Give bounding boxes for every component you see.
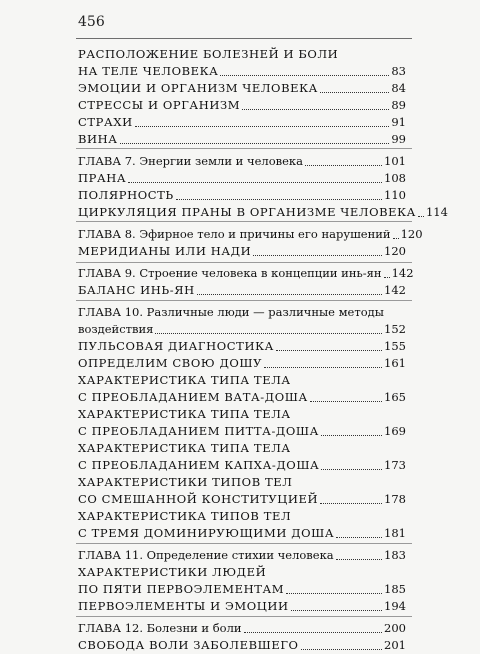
- dot-leader: [135, 126, 390, 127]
- toc-entry: [78, 637, 406, 654]
- toc-entry-title: ГЛАВА 7. Энергии земли и человека: [78, 154, 303, 168]
- dot-leader: [321, 469, 382, 470]
- toc-entry: [78, 187, 406, 204]
- toc-entry-title: С ТРЕМЯ ДОМИНИРУЮЩИМИ ДОША: [78, 526, 335, 540]
- toc-entry-title: ХАРАКТЕРИСТИКА ТИПА ТЕЛА: [78, 407, 291, 421]
- dot-leader: [305, 165, 382, 166]
- toc-entry-title: ПОЛЯРНОСТЬ: [78, 188, 174, 202]
- dot-leader: [418, 216, 424, 217]
- toc-entry-title: СО СМЕШАННОЙ КОНСТИТУЦИЕЙ: [78, 492, 319, 506]
- toc-entry-title: ЦИРКУЛЯЦИЯ ПРАНЫ В ОРГАНИЗМЕ ЧЕЛОВЕКА: [78, 205, 416, 219]
- toc-entry-title: ВИНА: [78, 132, 118, 146]
- dot-leader: [242, 109, 389, 110]
- toc-entry: [78, 338, 406, 355]
- dot-leader: [197, 294, 382, 295]
- toc-entry: [78, 282, 406, 299]
- toc-entry-title: СВОБОДА ВОЛИ ЗАБОЛЕВШЕГО: [78, 638, 299, 652]
- dot-leader: [155, 333, 382, 334]
- toc-entry: [78, 97, 406, 114]
- dot-leader: [264, 367, 382, 368]
- toc-entry-page: 155: [384, 339, 406, 353]
- toc-entry: [78, 355, 406, 372]
- toc-entry-title: СТРЕССЫ И ОРГАНИЗМ: [78, 98, 241, 112]
- toc-entry: [78, 226, 423, 243]
- toc-entry-title: ГЛАВА 12. Болезни и боли: [78, 621, 242, 635]
- dot-leader: [120, 143, 390, 144]
- toc-entry: [78, 204, 448, 221]
- toc-entry-title: воздействия: [78, 322, 154, 336]
- toc-entry-page: 152: [384, 322, 406, 336]
- toc-entry-title: ГЛАВА 8. Эфирное тело и причины его нарушений: [78, 227, 391, 241]
- dot-leader: [384, 277, 390, 278]
- toc-entry-page: 120: [384, 244, 406, 258]
- toc-entry: [78, 153, 406, 170]
- toc-entry-page: 84: [391, 81, 406, 95]
- toc-entry: [78, 547, 406, 564]
- toc-entry: [78, 457, 406, 474]
- toc-entry-title: С ПРЕОБЛАДАНИЕМ ВАТА-ДОША: [78, 390, 308, 404]
- section-separator: [76, 262, 412, 263]
- toc-entry: [78, 372, 406, 389]
- toc-entry-page: 99: [391, 132, 406, 146]
- toc-entry-page: 110: [384, 188, 406, 202]
- toc-entry: [78, 170, 406, 187]
- toc-entry-title: С ПРЕОБЛАДАНИЕМ ПИТТА-ДОША: [78, 424, 319, 438]
- toc-entry-page: 200: [384, 621, 406, 635]
- toc-entry: [78, 581, 406, 598]
- toc-entry-page: 114: [425, 205, 448, 219]
- toc-entry-page: 185: [384, 582, 406, 596]
- section-separator: [76, 616, 412, 617]
- toc-entry-title: НА ТЕЛЕ ЧЕЛОВЕКА: [78, 64, 219, 78]
- toc-entry-page: 181: [384, 526, 406, 540]
- toc-entry-page: 91: [391, 115, 406, 129]
- dot-leader: [128, 182, 382, 183]
- toc-entry-page: 169: [384, 424, 406, 438]
- toc-entry: [78, 564, 406, 581]
- toc-entry-page: 194: [384, 599, 406, 613]
- toc-entry-page: 83: [391, 64, 406, 78]
- toc-entry: [78, 620, 406, 637]
- dot-leader: [253, 255, 382, 256]
- dot-leader: [220, 75, 389, 76]
- toc-entry: [78, 440, 406, 457]
- page-number: 456: [78, 14, 105, 30]
- toc-entry-title: ПРАНА: [78, 171, 127, 185]
- toc-entry: [78, 304, 406, 321]
- dot-leader: [291, 610, 382, 611]
- toc-entry-title: ГЛАВА 11. Определение стихии человека: [78, 548, 334, 562]
- toc-entry: [78, 491, 406, 508]
- dot-leader: [320, 503, 382, 504]
- toc-entry-title: ПО ПЯТИ ПЕРВОЭЛЕМЕНТАМ: [78, 582, 285, 596]
- dot-leader: [244, 632, 382, 633]
- dot-leader: [176, 199, 382, 200]
- toc-entry: [78, 265, 414, 282]
- toc-entry-title: ОПРЕДЕЛИМ СВОЮ ДОШУ: [78, 356, 263, 370]
- dot-leader: [286, 593, 382, 594]
- dot-leader: [276, 350, 382, 351]
- section-separator: [76, 300, 412, 301]
- toc-entry: [78, 598, 406, 615]
- toc-entry-page: 101: [384, 154, 406, 168]
- section-separator: [76, 221, 412, 222]
- toc-entry-page: 201: [384, 638, 406, 652]
- toc-entry: [78, 406, 406, 423]
- toc-entry-title: СТРАХИ: [78, 115, 133, 129]
- toc-entry-title: ЭМОЦИИ И ОРГАНИЗМ ЧЕЛОВЕКА: [78, 81, 318, 95]
- toc-entry-page: 89: [391, 98, 406, 112]
- toc-entry-title: ХАРАКТЕРИСТИКИ ЛЮДЕЙ: [78, 565, 267, 579]
- dot-leader: [393, 238, 399, 239]
- toc-entry-title: ХАРАКТЕРИСТИКИ ТИПОВ ТЕЛ: [78, 475, 293, 489]
- toc-entry: [78, 131, 406, 148]
- toc-entry-page: 142: [384, 283, 406, 297]
- toc-entry: [78, 423, 406, 440]
- toc-entry-title: ХАРАКТЕРИСТИКА ТИПОВ ТЕЛ: [78, 509, 292, 523]
- toc-entry-title: ГЛАВА 9. Строение человека в концепции инь-ян: [78, 266, 382, 280]
- toc-entry-title: ПЕРВОЭЛЕМЕНТЫ И ЭМОЦИИ: [78, 599, 289, 613]
- toc-entry-page: 165: [384, 390, 406, 404]
- toc-entry-title: ХАРАКТЕРИСТИКА ТИПА ТЕЛА: [78, 373, 291, 387]
- toc-entry: [78, 508, 406, 525]
- toc-entry-title: РАСПОЛОЖЕНИЕ БОЛЕЗНЕЙ И БОЛИ: [78, 47, 339, 61]
- section-separator: [76, 148, 412, 149]
- section-separator: [76, 543, 412, 544]
- toc-entry: [78, 243, 406, 260]
- toc-entry: [78, 63, 406, 80]
- dot-leader: [310, 401, 382, 402]
- toc-entry-title: МЕРИДИАНЫ ИЛИ НАДИ: [78, 244, 252, 258]
- toc-entry-title: С ПРЕОБЛАДАНИЕМ КАПХА-ДОША: [78, 458, 320, 472]
- toc-entry: [78, 321, 406, 338]
- toc-entry: [78, 474, 406, 491]
- dot-leader: [336, 537, 382, 538]
- toc-entry-title: ПУЛЬСОВАЯ ДИАГНОСТИКА: [78, 339, 274, 353]
- toc-entry-page: 183: [384, 548, 406, 562]
- toc-entry-title: ГЛАВА 10. Различные люди — различные методы: [78, 305, 384, 319]
- toc-entry: [78, 525, 406, 542]
- toc-entry-page: 108: [384, 171, 406, 185]
- dot-leader: [336, 559, 382, 560]
- toc-entry-page: 173: [384, 458, 406, 472]
- toc-entry-page: 142: [391, 266, 414, 280]
- dot-leader: [321, 435, 382, 436]
- toc-entry: [78, 80, 406, 97]
- toc-entry: [78, 389, 406, 406]
- toc-entry-title: БАЛАНС ИНЬ-ЯН: [78, 283, 195, 297]
- toc-entry-page: 178: [384, 492, 406, 506]
- toc-entry-title: ХАРАКТЕРИСТИКА ТИПА ТЕЛА: [78, 441, 291, 455]
- toc-entry-page: 161: [384, 356, 406, 370]
- toc-entry-page: 120: [400, 227, 423, 241]
- toc-entry: [78, 46, 406, 63]
- toc-entry: [78, 114, 406, 131]
- header-rule: [76, 38, 412, 39]
- dot-leader: [320, 92, 389, 93]
